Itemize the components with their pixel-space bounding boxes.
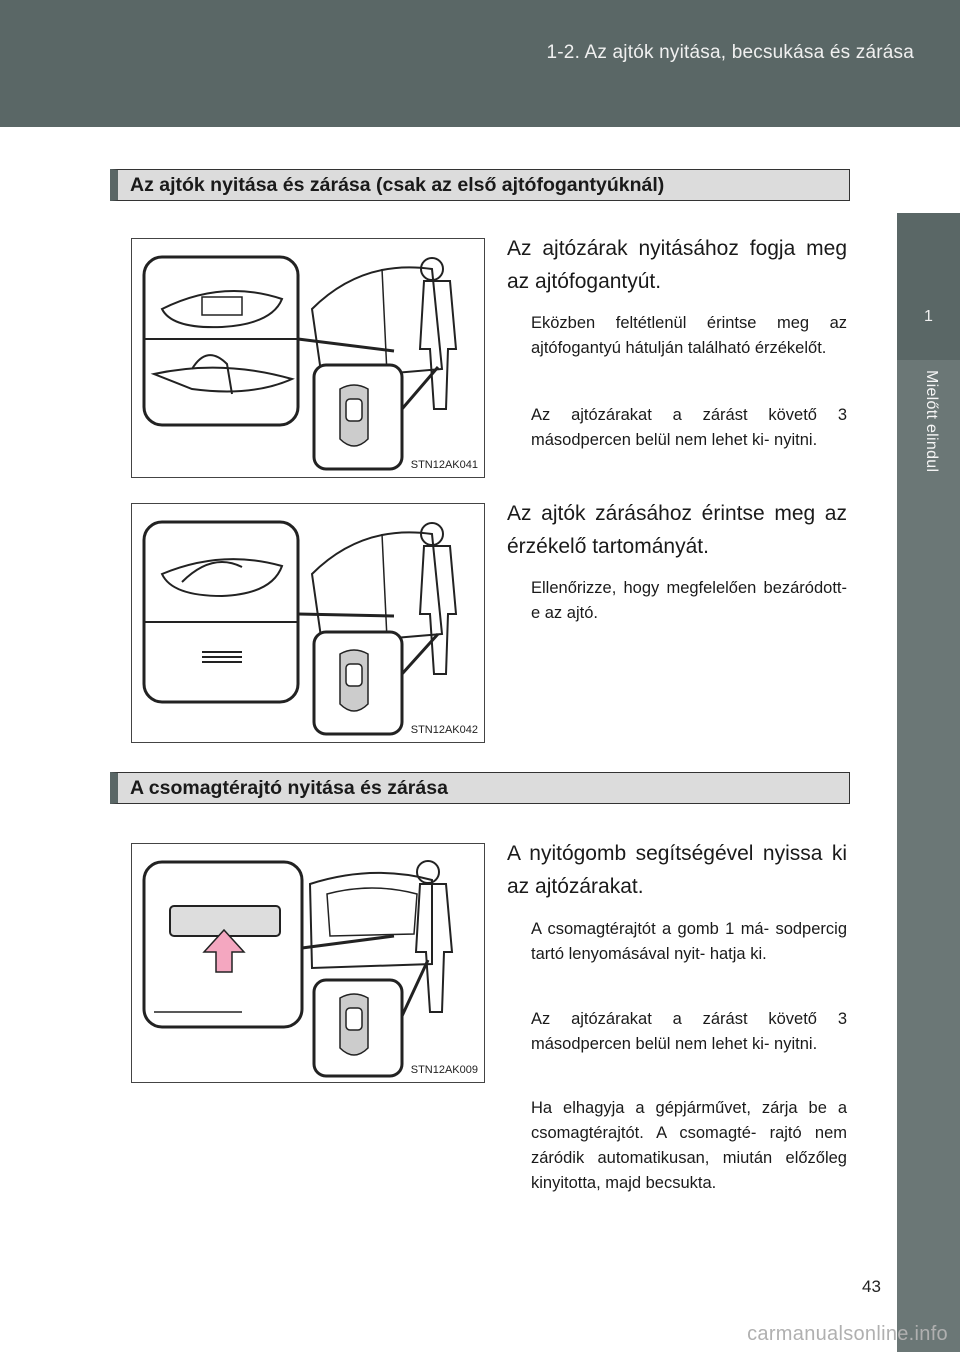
illustration-door-unlock bbox=[131, 238, 485, 478]
page-number: 43 bbox=[862, 1277, 881, 1296]
section-title: 1-2. Az ajtók nyitása, becsukása és zárása bbox=[546, 42, 914, 63]
watermark: carmanualsonline.info bbox=[747, 1323, 948, 1345]
note-close-back-door: Ha elhagyja a gépjárművet, zárja be a csomagtérajtót. A csomagté- rajtó nem záródik automatikusan, miután előzőleg kinyitotta, majd becsukta. bbox=[531, 1099, 847, 1192]
figure-code: STN12AK009 bbox=[410, 1064, 478, 1076]
figure-code: STN12AK042 bbox=[410, 724, 478, 736]
header-band bbox=[0, 0, 960, 127]
note-check-locked: Ellenőrizze, hogy megfelelően bezáródott-e az ajtó. bbox=[531, 579, 847, 622]
chapter-tab bbox=[897, 213, 960, 360]
chapter-label: Mielőtt elindul bbox=[923, 370, 940, 473]
note-relock-delay: Az ajtózárakat a zárást követő 3 másodpercen belül nem lehet ki- nyitni. bbox=[531, 406, 847, 449]
section-heading-back-door: A csomagtérajtó nyitása és zárása bbox=[110, 772, 850, 804]
figure-code: STN12AK041 bbox=[410, 459, 478, 471]
instruction-lock: Az ajtók zárásához érintse meg az érzékelő tartományát. bbox=[507, 502, 847, 558]
note-press-button: A csomagtérajtót a gomb 1 má- sodpercig tartó lenyomásával nyit- hatja ki. bbox=[531, 920, 847, 963]
back-door-illustration bbox=[132, 844, 484, 1082]
chapter-number: 1 bbox=[924, 308, 933, 325]
illustration-back-door bbox=[131, 843, 485, 1083]
door-unlock-illustration bbox=[132, 239, 484, 477]
instruction-unlock: Az ajtózárak nyitásához fogja meg az ajtófogantyút. bbox=[507, 237, 847, 293]
note-relock-delay-back: Az ajtózárakat a zárást követő 3 másodpercen belül nem lehet ki- nyitni. bbox=[531, 1010, 847, 1053]
instruction-open-back-door: A nyitógomb segítségével nyissa ki az ajtózárakat. bbox=[507, 842, 847, 898]
note-touch-sensor: Eközben feltétlenül érintse meg az ajtófogantyú hátulján található érzékelőt. bbox=[531, 314, 847, 357]
section-heading-door-handles: Az ajtók nyitása és zárása (csak az első ajtófogantyúknál) bbox=[110, 169, 850, 201]
illustration-door-lock bbox=[131, 503, 485, 743]
chapter-side-band bbox=[897, 360, 960, 1352]
door-lock-illustration bbox=[132, 504, 484, 742]
